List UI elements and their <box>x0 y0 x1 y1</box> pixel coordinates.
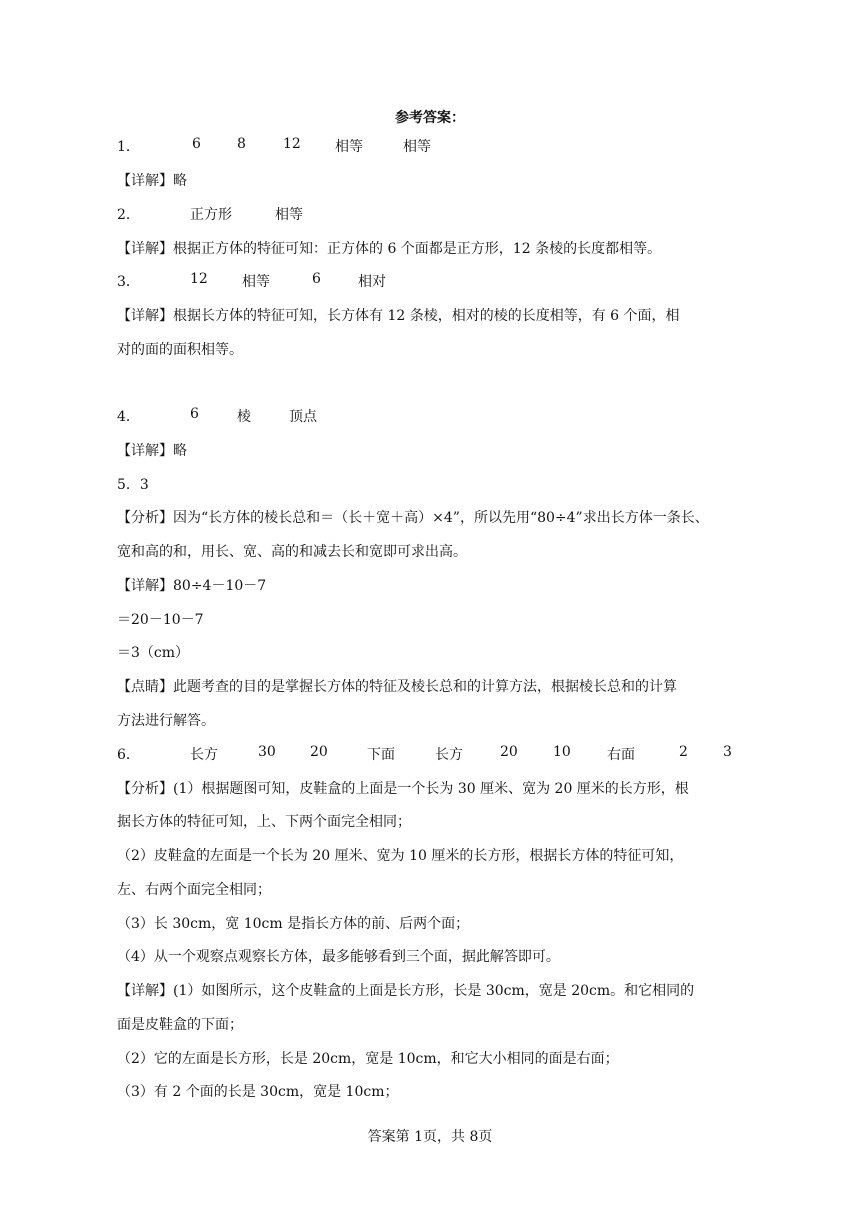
q6-analysis-line-1: 【分析】(1）根据题图可知，皮鞋盒的上面是一个长为 30 厘米、宽为 20 厘米的长方形，根 <box>117 781 689 797</box>
q5-answer: 5．3 <box>117 477 149 493</box>
q2-detail: 【详解】根据正方体的特征可知：正方体的 6 个面都是正方形，12 条棱的长度都相等。 <box>117 241 662 257</box>
q4-detail: 【详解】略 <box>117 443 187 459</box>
q6-detail-line-4: （3）有 2 个面的长是 30cm，宽是 10cm； <box>117 1084 399 1100</box>
q3-detail-line-1: 【详解】根据长方体的特征可知，长方体有 12 条棱，相对的棱的长度相等，有 6 个面，相 <box>117 308 680 324</box>
q6-answer-1: 长方 <box>190 747 218 763</box>
q4-answer-2: 棱 <box>237 409 251 425</box>
q3-answer-4: 相对 <box>358 274 386 290</box>
q6-analysis-line-3: （2）皮鞋盒的左面是一个长为 20 厘米、宽为 10 厘米的长方形，根据长方体的特征可知， <box>117 848 684 864</box>
q6-answer-5: 长方 <box>435 747 463 763</box>
page-title: 参考答案： <box>395 110 465 126</box>
q6-answer-3: 20 <box>310 744 328 760</box>
q2-answer-1: 正方形 <box>190 207 232 223</box>
q5-comment-line-2: 方法进行解答。 <box>117 713 215 729</box>
q6-analysis-line-2: 据长方体的特征可知，上、下两个面完全相同； <box>117 814 411 830</box>
q6-answer-2: 30 <box>258 744 276 760</box>
q6-answer-4: 下面 <box>367 747 395 763</box>
q3-answer-1: 12 <box>190 271 208 287</box>
q6-answer-10: 3 <box>723 744 732 760</box>
q6-analysis-line-4: 左、右两个面完全相同； <box>117 882 271 898</box>
q3-detail-line-2: 对的面的面积相等。 <box>117 342 243 358</box>
q1-answer-2: 8 <box>237 136 246 152</box>
q6-answer-9: 2 <box>679 744 688 760</box>
q6-detail-line-2: 面是皮鞋盒的下面； <box>117 1017 243 1033</box>
q1-answer-1: 6 <box>192 136 201 152</box>
q1-answer-5: 相等 <box>403 139 431 155</box>
q2-answer-2: 相等 <box>275 207 303 223</box>
page-footer: 答案第 1页，共 8页 <box>367 1129 493 1145</box>
q3-answer-2: 相等 <box>242 274 270 290</box>
q1-answer-4: 相等 <box>335 139 363 155</box>
q4-answer-3: 顶点 <box>289 409 317 425</box>
q5-detail-line-2: ＝20－10－7 <box>117 612 204 628</box>
q3-number: 3． <box>117 274 140 290</box>
q4-answer-1: 6 <box>190 406 199 422</box>
q6-number: 6． <box>117 747 140 763</box>
q5-detail-line-3: ＝3（cm） <box>117 645 190 661</box>
q5-analysis-line-2: 宽和高的和，用长、宽、高的和减去长和宽即可求出高。 <box>117 544 467 560</box>
q6-answer-7: 10 <box>553 744 571 760</box>
q1-number: 1． <box>117 139 140 155</box>
q6-detail-line-3: （2）它的左面是长方形，长是 20cm，宽是 10cm，和它大小相同的面是右面； <box>117 1051 619 1067</box>
q2-number: 2． <box>117 207 140 223</box>
q5-analysis-line-1: 【分析】因为“长方体的棱长总和＝（长＋宽＋高）×4”，所以先用“80÷4”求出长方体一条长、 <box>117 510 709 526</box>
q3-answer-3: 6 <box>312 271 321 287</box>
q6-analysis-line-6: （4）从一个观察点观察长方体，最多能够看到三个面，据此解答即可。 <box>117 949 560 965</box>
q5-detail-line-1: 【详解】80÷4－10－7 <box>117 578 267 594</box>
q6-analysis-line-5: （3）长 30cm，宽 10cm 是指长方体的前、后两个面； <box>117 916 470 932</box>
q6-detail-line-1: 【详解】(1）如图所示，这个皮鞋盒的上面是长方形，长是 30cm，宽是 20cm。和它相同的 <box>117 983 695 999</box>
q1-detail: 【详解】略 <box>117 173 187 189</box>
q6-answer-8: 右面 <box>607 747 635 763</box>
q6-answer-6: 20 <box>500 744 518 760</box>
q4-number: 4． <box>117 409 140 425</box>
q5-comment-line-1: 【点睛】此题考查的目的是掌握长方体的特征及棱长总和的计算方法，根据棱长总和的计算 <box>117 679 677 695</box>
q1-answer-3: 12 <box>283 136 301 152</box>
